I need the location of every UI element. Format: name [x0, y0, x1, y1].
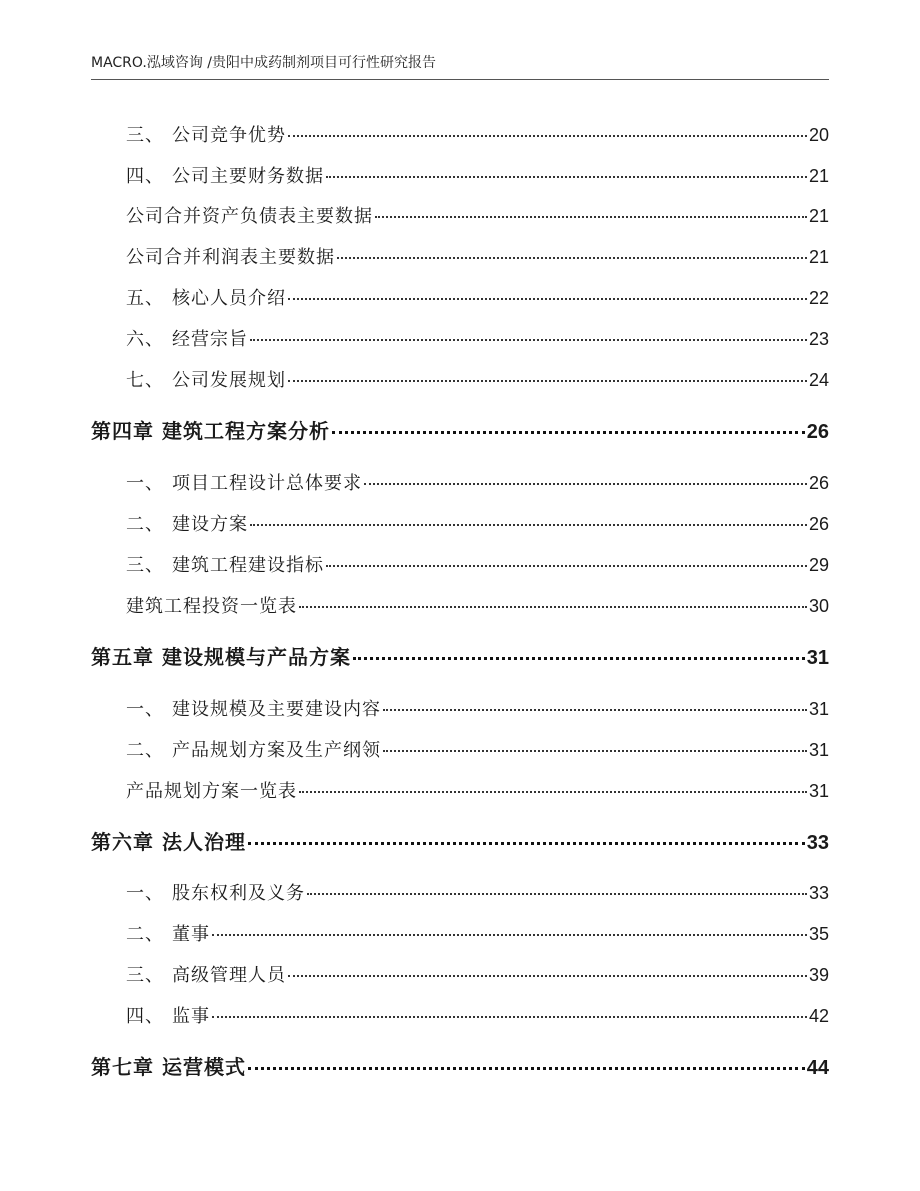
toc-page-number: 44 — [806, 1057, 829, 1079]
toc-entry-title: 公司主要财务数据 — [172, 166, 324, 187]
toc-entry-label — [126, 204, 373, 230]
toc-page-number: 21 — [808, 247, 829, 267]
toc-entry-number: 一、 — [126, 699, 164, 720]
toc-entry[interactable] — [126, 511, 829, 537]
header-text: MACRO.泓域咨询 /贵阳中成药制剂项目可行性研究报告 — [91, 55, 436, 71]
toc-entry-title: 建筑工程建设指标 — [172, 555, 324, 576]
toc-entry[interactable] — [126, 593, 829, 619]
toc-chapter[interactable] — [91, 416, 829, 446]
toc-entry-number: 七、 — [126, 370, 164, 391]
toc-chapter-title: 第四章 建筑工程方案分析 — [91, 419, 330, 443]
toc-entry[interactable] — [126, 962, 829, 988]
toc-page-number: 24 — [808, 370, 829, 390]
toc-entry[interactable] — [126, 552, 829, 578]
toc-page-number: 33 — [806, 832, 829, 854]
toc-entry-label — [126, 922, 210, 948]
toc-entry-number: 二、 — [126, 924, 164, 945]
toc-chapter[interactable] — [91, 1052, 829, 1082]
toc-chapter-title: 第五章 建设规模与产品方案 — [91, 645, 351, 669]
toc-entry-label — [126, 963, 286, 989]
toc-entry[interactable] — [126, 696, 829, 722]
toc-entry-label — [126, 697, 381, 723]
toc-entry-number: 四、 — [126, 166, 164, 187]
toc-chapter-title: 第七章 运营模式 — [91, 1055, 246, 1079]
toc-leader-dots — [288, 297, 807, 300]
toc-entry-number: 四、 — [126, 1006, 164, 1027]
toc-entry-label — [126, 286, 286, 312]
toc-page-number: 26 — [808, 473, 829, 493]
toc-leader-dots — [383, 749, 807, 752]
toc-page-number: 21 — [808, 206, 829, 226]
toc-entry-title: 建筑工程投资一览表 — [126, 596, 297, 617]
toc-entry-title: 公司发展规划 — [172, 370, 286, 391]
toc-entry-label — [126, 512, 248, 538]
toc-entry-title: 产品规划方案一览表 — [126, 781, 297, 802]
toc-leader-dots — [288, 134, 807, 137]
toc-leader-dots — [326, 564, 807, 567]
toc-page-number: 42 — [808, 1006, 829, 1026]
toc-entry[interactable] — [126, 163, 829, 189]
toc-leader-dots — [375, 215, 807, 218]
toc-leader-dots — [248, 841, 805, 845]
toc-page-number: 31 — [808, 699, 829, 719]
toc-entry-number: 三、 — [126, 555, 164, 576]
toc-entry[interactable] — [126, 921, 829, 947]
toc-leader-dots — [250, 338, 807, 341]
toc-leader-dots — [307, 892, 807, 895]
toc-leader-dots — [332, 430, 805, 434]
toc-leader-dots — [383, 708, 807, 711]
toc-leader-dots — [248, 1066, 805, 1070]
toc-entry-number: 二、 — [126, 740, 164, 761]
toc-entry-label — [126, 164, 324, 190]
toc-leader-dots — [250, 523, 807, 526]
toc-leader-dots — [212, 1015, 807, 1018]
toc-entry-label — [126, 779, 297, 805]
toc-entry-number: 一、 — [126, 473, 164, 494]
toc-leader-dots — [364, 482, 807, 485]
toc-page-number: 31 — [808, 740, 829, 760]
toc-entry-label — [126, 738, 381, 764]
toc-page-number: 31 — [808, 781, 829, 801]
toc-leader-dots — [326, 175, 807, 178]
toc-entry-label — [126, 553, 324, 579]
toc-entry-label — [126, 245, 335, 271]
toc-chapter[interactable] — [91, 827, 829, 857]
toc-entry-title: 经营宗旨 — [172, 329, 248, 350]
toc-entry[interactable] — [126, 244, 829, 270]
toc-entry-title: 核心人员介绍 — [172, 288, 286, 309]
toc-page-number: 31 — [806, 647, 829, 669]
toc-leader-dots — [299, 605, 807, 608]
toc-entry-label — [126, 123, 286, 149]
toc-entry-title: 建设方案 — [172, 514, 248, 535]
toc-entry[interactable] — [126, 326, 829, 352]
toc-leader-dots — [299, 790, 807, 793]
page-header — [91, 53, 829, 80]
toc-entry-number: 六、 — [126, 329, 164, 350]
toc-entry-label — [126, 594, 297, 620]
toc-entry-title: 建设规模及主要建设内容 — [172, 699, 381, 720]
toc-entry-title: 产品规划方案及生产纲领 — [172, 740, 381, 761]
toc-entry-number: 三、 — [126, 125, 164, 146]
toc-entry-number: 一、 — [126, 883, 164, 904]
toc-leader-dots — [353, 656, 805, 660]
toc-entry-number: 二、 — [126, 514, 164, 535]
toc-entry[interactable] — [126, 1003, 829, 1029]
toc-entry-number: 五、 — [126, 288, 164, 309]
toc-entry-title: 公司合并资产负债表主要数据 — [126, 206, 373, 227]
toc-page-number: 30 — [808, 596, 829, 616]
toc-page-number: 33 — [808, 883, 829, 903]
toc-entry[interactable] — [126, 470, 829, 496]
toc-page-number: 26 — [808, 514, 829, 534]
toc-entry-title: 监事 — [172, 1006, 210, 1027]
toc-entry-title: 公司竞争优势 — [172, 125, 286, 146]
toc-page-number: 35 — [808, 924, 829, 944]
toc-page-number: 26 — [806, 421, 829, 443]
toc-entry[interactable] — [126, 778, 829, 804]
toc-page-number: 29 — [808, 555, 829, 575]
toc-entry[interactable] — [126, 285, 829, 311]
toc-entry-title: 董事 — [172, 924, 210, 945]
toc-entry-label — [126, 327, 248, 353]
toc-entry[interactable] — [126, 122, 829, 148]
toc-page-number: 20 — [808, 125, 829, 145]
toc-page-number: 23 — [808, 329, 829, 349]
toc-chapter[interactable] — [91, 642, 829, 672]
toc-page-number: 22 — [808, 288, 829, 308]
toc-entry-label — [126, 368, 286, 394]
toc-entry-label — [126, 1004, 210, 1030]
toc-entry-number: 三、 — [126, 965, 164, 986]
toc-entry[interactable] — [126, 880, 829, 906]
toc-entry-title: 项目工程设计总体要求 — [172, 473, 362, 494]
toc-leader-dots — [212, 933, 807, 936]
toc-entry-title: 股东权利及义务 — [172, 883, 305, 904]
toc-page-number: 21 — [808, 166, 829, 186]
toc-entry[interactable] — [126, 203, 829, 229]
toc-entry-label — [126, 881, 305, 907]
toc-entry-title: 公司合并利润表主要数据 — [126, 247, 335, 268]
toc-leader-dots — [288, 379, 807, 382]
toc-entry[interactable] — [126, 737, 829, 763]
toc-entry[interactable] — [126, 367, 829, 393]
toc-leader-dots — [288, 974, 807, 977]
toc-page-number: 39 — [808, 965, 829, 985]
toc-entry-label — [126, 471, 362, 497]
toc-chapter-title: 第六章 法人治理 — [91, 830, 246, 854]
toc-entry-title: 高级管理人员 — [172, 965, 286, 986]
toc-leader-dots — [337, 256, 807, 259]
